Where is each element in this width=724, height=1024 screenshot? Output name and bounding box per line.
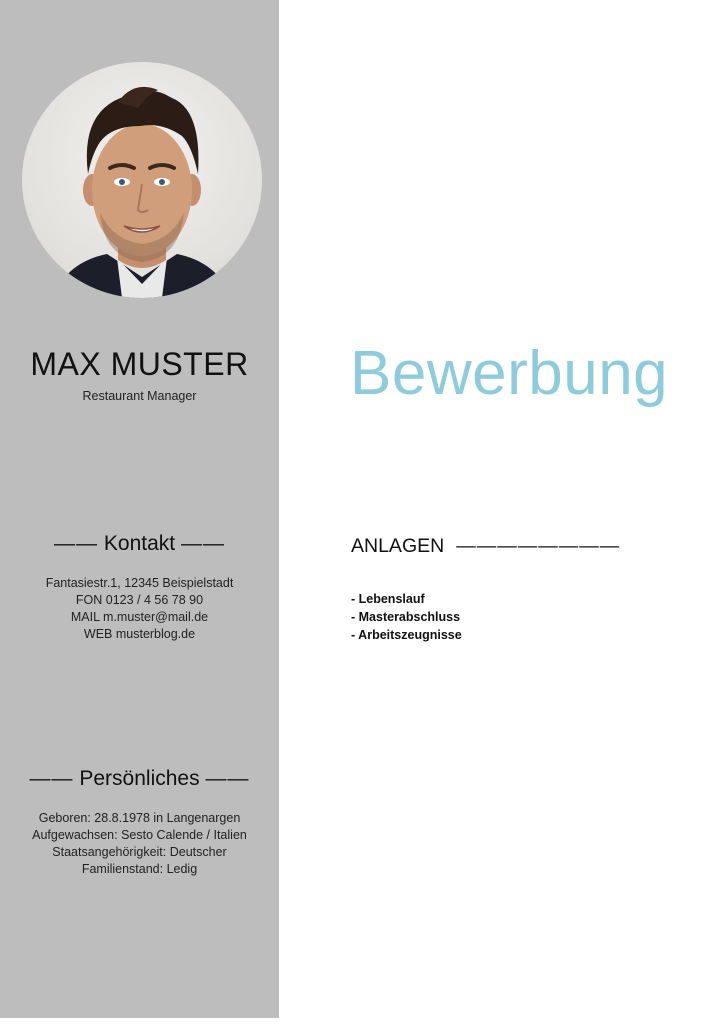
attachment-item: - Arbeitszeugnisse (351, 628, 462, 642)
attachments-heading-dash: ———————— (456, 535, 621, 557)
profile-photo (22, 62, 262, 298)
personal-nationality: Staatsangehörigkeit: Deutscher (52, 845, 227, 859)
personal-birth: Geboren: 28.8.1978 in Langenargen (38, 811, 241, 825)
personal-heading (0, 767, 279, 791)
personal-heading-dash-left: —— (29, 767, 74, 790)
attachment-item: - Masterabschluss (351, 610, 461, 624)
contact-address: Fantasiestr.1, 12345 Beispielstadt (45, 576, 234, 590)
personal-raised: Aufgewachsen: Sesto Calende / Italien (32, 828, 247, 842)
profile-name: MAX MUSTER (30, 346, 249, 382)
contact-phone: FON 0123 / 4 56 78 90 (75, 593, 204, 607)
contact-details (0, 575, 279, 643)
personal-details (0, 810, 279, 878)
contact-heading-label: Kontakt (103, 532, 176, 555)
document-title: Bewerbung (350, 339, 669, 408)
sidebar (0, 0, 279, 1018)
contact-email: MAIL m.muster@mail.de (70, 610, 209, 624)
attachments-heading (351, 535, 620, 558)
attachments-list (351, 590, 462, 644)
personal-marital-status: Familienstand: Ledig (81, 862, 198, 876)
contact-web: WEB musterblog.de (83, 627, 196, 641)
attachment-item: - Lebenslauf (351, 592, 425, 606)
contact-heading (0, 532, 279, 556)
personal-heading-label: Persönliches (79, 767, 200, 790)
personal-heading-dash-right: —— (205, 767, 250, 790)
attachments-heading-label: ANLAGEN (351, 535, 445, 557)
contact-heading-dash-right: —— (180, 532, 225, 555)
contact-heading-dash-left: —— (54, 532, 99, 555)
profile-role: Restaurant Manager (82, 389, 197, 403)
